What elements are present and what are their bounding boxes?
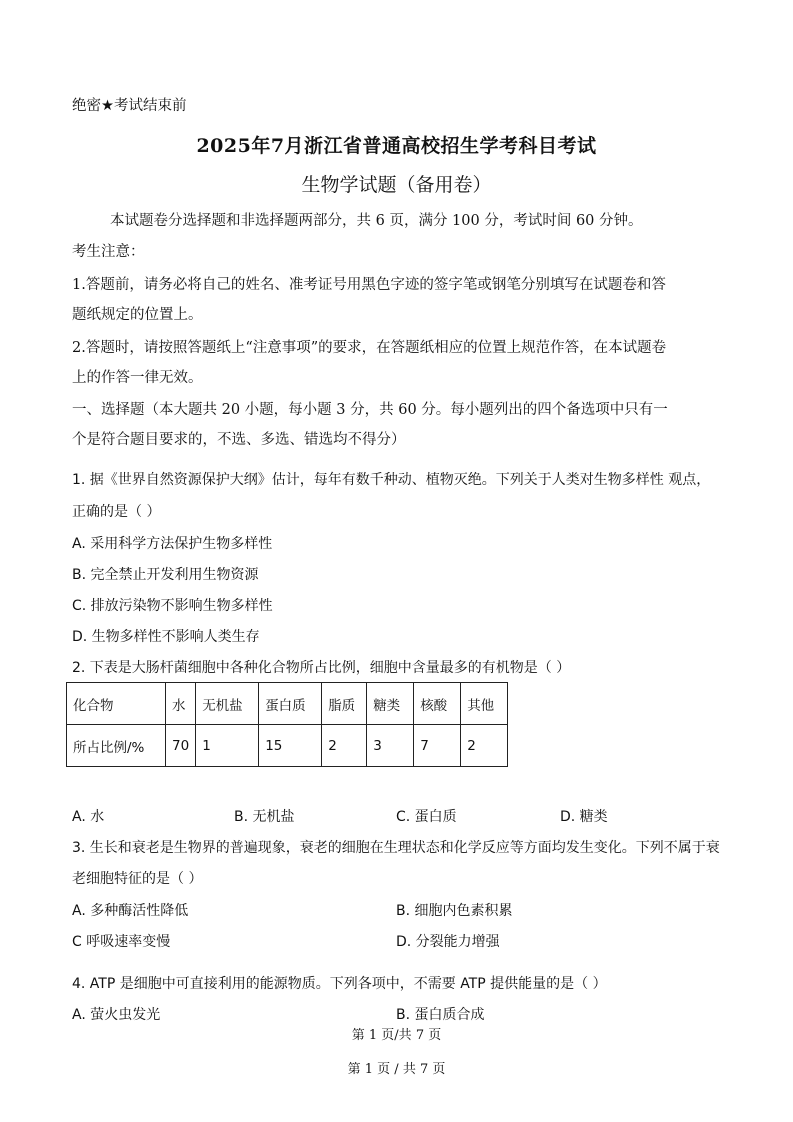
table-cell: 脂质 [322,683,367,725]
table-cell: 无机盐 [196,683,259,725]
q1-option-a: A. 采用科学方法保护生物多样性 [72,536,273,552]
q3-option-b: B. 细胞内色素积累 [396,903,513,919]
q3-stem-line2: 老细胞特征的是（ ） [72,871,203,887]
table-cell: 水 [166,683,196,725]
table-header-row [67,683,508,725]
table-cell: 2 [322,725,367,767]
q4-option-a: A. 萤火虫发光 [72,1007,161,1023]
q2-option-a: A. 水 [72,809,105,825]
q1-stem-line1: 1. 据《世界自然资源保护大纲》估计，每年有数千种动、植物灭绝。下列关于人类对生物多样性 观点， [72,472,711,488]
section1-line1: 一、选择题（本大题共 20 小题，每小题 3 分，共 60 分。每小题列出的四个备选项中只有一 [72,402,668,418]
table-cell: 其他 [461,683,508,725]
q3-option-c: C 呼吸速率变慢 [72,934,171,950]
compound-ratio-table [66,682,508,767]
exam-subtitle: 生物学试题（备用卷） [301,174,492,196]
q4-stem: 4. ATP 是细胞中可直接利用的能源物质。下列各项中，不需要 ATP 提供能量的是（ ） [72,976,607,992]
table-cell: 70 [166,725,196,767]
q3-option-d: D. 分裂能力增强 [396,934,500,950]
q2-option-d: D. 糖类 [560,809,608,825]
q2-option-c: C. 蛋白质 [396,809,457,825]
table-cell: 糖类 [367,683,414,725]
q1-option-d: D. 生物多样性不影响人类生存 [72,629,260,645]
notice-heading: 考生注意： [72,244,145,260]
page-number-inner: 第 1 页/共 7 页 [351,1028,442,1043]
q1-option-c: C. 排放污染物不影响生物多样性 [72,598,273,614]
note1-line1: 1.答题前，请务必将自己的姓名、准考证号用黑色字迹的签字笔或钢笔分别填写在试题卷和答 [72,277,666,293]
page-number-footer: 第 1 页 / 共 7 页 [347,1062,446,1077]
table-cell: 蛋白质 [259,683,322,725]
note2-line2: 上的作答一律无效。 [72,370,203,386]
q2-stem: 2. 下表是大肠杆菌细胞中各种化合物所占比例，细胞中含量最多的有机物是（ ） [72,660,571,676]
note2-line1: 2.答题时，请按照答题纸上“注意事项”的要求，在答题纸相应的位置上规范作答，在本试题卷 [72,340,667,356]
table-cell: 7 [414,725,461,767]
confidential-label: 绝密★考试结束前 [72,98,187,114]
q4-option-b: B. 蛋白质合成 [396,1007,485,1023]
table-cell: 2 [461,725,508,767]
exam-summary: 本试题卷分选择题和非选择题两部分，共 6 页，满分 100 分，考试时间 60 分钟。 [110,213,643,229]
section1-line2: 个是符合题目要求的，不选、多选、错选均不得分） [72,432,406,448]
q3-option-a: A. 多种酶活性降低 [72,903,189,919]
table-cell: 核酸 [414,683,461,725]
table-cell: 所占比例/% [67,725,166,767]
q1-stem-line2: 正确的是（ ） [72,504,161,520]
q2-option-b: B. 无机盐 [234,809,295,825]
q3-stem-line1: 3. 生长和衰老是生物界的普遍现象，衰老的细胞在生理状态和化学反应等方面均发生变化。下列不属于衰 [72,840,720,856]
table-cell: 化合物 [67,683,166,725]
table-cell: 1 [196,725,259,767]
note1-line2: 题纸规定的位置上。 [72,307,203,323]
table-row [67,725,508,767]
table-cell: 15 [259,725,322,767]
q1-option-b: B. 完全禁止开发利用生物资源 [72,567,259,583]
table-cell: 3 [367,725,414,767]
exam-title: 2025年7月浙江省普通高校招生学考科目考试 [196,135,597,157]
